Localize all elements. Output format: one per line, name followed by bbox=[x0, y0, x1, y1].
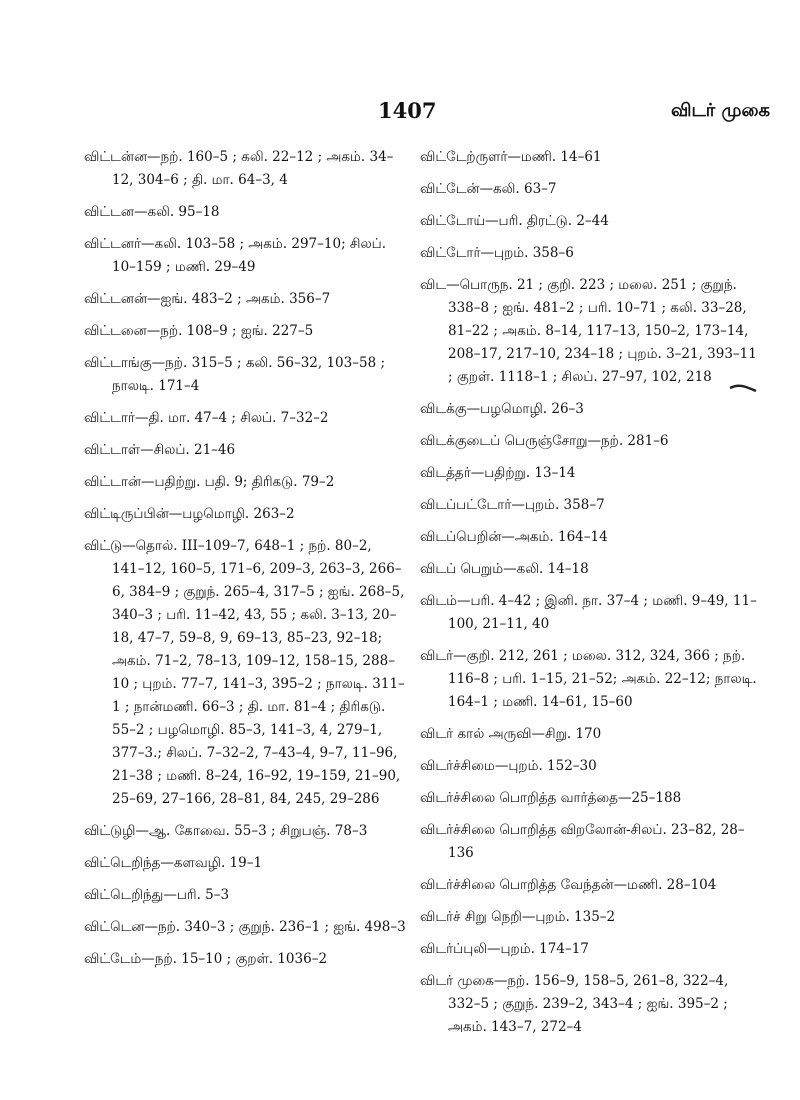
index-entry: விட்டன—கலி. 95–18 bbox=[84, 204, 220, 220]
index-entry: விடப்பெறின்—அகம். 164–14 bbox=[420, 529, 608, 545]
index-entry: விட்டோர்—புறம். 358–6 bbox=[420, 245, 574, 261]
running-head: விடர் முகை bbox=[670, 100, 770, 121]
index-entry: விட்டாங்கு—நற். 315–5 ; கலி. 56–32, 103–58 ; நாலடி. 171–4 bbox=[84, 355, 386, 394]
left-column bbox=[84, 146, 406, 980]
index-entry: விட்டான்—பதிற்று. பதி. 9; திரிகடு. 79–2 bbox=[84, 474, 335, 490]
index-entry: விட்டன்ன—நற். 160–5 ; கலி. 22–12 ; அகம். 34–12, 304–6 ; தி. மா. 64–3, 4 bbox=[84, 149, 394, 188]
index-entry: விடர்ப்புலி—புறம். 174–17 bbox=[420, 941, 589, 957]
index-entry: விட்டோய்—பரி. திரட்டு. 2–44 bbox=[420, 213, 609, 229]
index-entry: விட்டுழி—ஆ. கோவை. 55–3 ; சிறுபஞ். 78–3 bbox=[84, 823, 368, 839]
page-number: 1407 bbox=[378, 98, 437, 123]
right-column bbox=[420, 146, 760, 1048]
index-entry: விடர்ச்சிலை பொறித்த வார்த்தை—25–188 bbox=[420, 790, 682, 806]
index-entry: விட்டனர்—கலி. 103–58 ; அகம். 297–10; சிலப். 10–159 ; மணி. 29–49 bbox=[84, 236, 387, 275]
index-entry: விட—பொருந. 21 ; குறி. 223 ; மலை. 251 ; குறுந். 338–8 ; ஐங். 481–2 ; பரி. 10–71 ; கலி. 33–28, 81–22 ; அகம். 8–14, 117–13, 150–2, 173–14, 208–17, 217–10, 234–18 ; புறம். 3–21, 393–11 ; குறள். 1118–1 ; சிலப். 27–97, 102, 218 bbox=[420, 277, 757, 385]
index-entry: விடர்ச்சிலை பொறித்த வேந்தன்—மணி. 28–104 bbox=[420, 877, 717, 893]
index-entry: விட்டு—தொல். III–109–7, 648–1 ; நற். 80–2, 141–12, 160–5, 171–6, 209–3, 263–3, 266–6, 384–9 ; குறுந். 265–4, 317–5 ; ஐங். 268–5, 340–3 ; பரி. 11–42, 43, 55 ; கலி. 3–13, 20–18, 47–7, 59–8, 9, 69–13, 85–23, 92–18; அகம். 71–2, 78–13, 109–12, 158–15, 288–10 ; புறம். 77–7, 141–3, 395–2 ; நாலடி. 311–1 ; நான்மணி. 66–3 ; தி. மா. 81–4 ; திரிகடு. 55–2 ; பழமொழி. 85–3, 141–3, 4, 279–1, 377–3.; சிலப். 7–32–2, 7–43–4, 9–7, 11–96, 21–38 ; மணி. 8–24, 16–92, 19–159, 21–90, 25–69, 27–166, 28–81, 84, 245, 29–286 bbox=[84, 538, 405, 807]
stray-pen-mark bbox=[728, 382, 758, 396]
index-entry: விடர் கால் அருவி—சிறு. 170 bbox=[420, 726, 602, 742]
index-entry: விடப்பட்டோர்—புறம். 358–7 bbox=[420, 497, 605, 513]
index-entry: விட்டார்—தி. மா. 47–4 ; சிலப். 7–32–2 bbox=[84, 410, 329, 426]
index-entry: விட்டெறிந்து—பரி. 5–3 bbox=[84, 887, 230, 903]
index-entry: விட்டனை—நற். 108–9 ; ஐங். 227–5 bbox=[84, 323, 314, 339]
index-entry: விடம்—பரி. 4–42 ; இனி. நா. 37–4 ; மணி. 9–49, 11–100, 21–11, 40 bbox=[420, 593, 757, 632]
index-entry: விட்டேன்—கலி. 63–7 bbox=[420, 181, 557, 197]
index-entry: விட்டென—நற். 340–3 ; குறுந். 236–1 ; ஐங். 498–3 bbox=[84, 919, 406, 935]
index-entry: விட்டாள்—சிலப். 21–46 bbox=[84, 442, 236, 458]
index-entry: விடத்தர்—பதிற்று. 13–14 bbox=[420, 465, 576, 481]
index-entry: விடர்ச் சிறு நெறி—புறம். 135–2 bbox=[420, 909, 616, 925]
index-entry: விட்டனன்—ஐங். 483–2 ; அகம். 356–7 bbox=[84, 291, 331, 307]
index-entry: விடர் முகை—நற். 156–9, 158–5, 261–8, 322–4, 332–5 ; குறுந். 239–2, 343–4 ; ஐங். 395–2 ; அகம். 143–7, 272–4 bbox=[420, 973, 729, 1035]
index-entry: விடர்ச்சிலை பொறித்த விறலோன்-சிலப். 23–82, 28–136 bbox=[420, 822, 745, 861]
index-entry: விட்டேற்ருளர்—மணி. 14–61 bbox=[420, 149, 602, 165]
index-entry: விட்டேம்—நற். 15–10 ; குறள். 1036–2 bbox=[84, 951, 328, 967]
index-entry: விடர்ச்சிமை—புறம். 152–30 bbox=[420, 758, 597, 774]
index-entry: விடக்கு—பழமொழி. 26–3 bbox=[420, 401, 584, 417]
index-entry: விடர்—குறி. 212, 261 ; மலை. 312, 324, 366 ; நற். 116–8 ; பரி. 1–15, 21–52; அகம். 22–12; நாலடி. 164–1 ; மணி. 14–61, 15–60 bbox=[420, 648, 757, 710]
index-entry: விட்டிருப்பின்—பழமொழி. 263–2 bbox=[84, 506, 295, 522]
index-entry: விடப் பெறும்—கலி. 14–18 bbox=[420, 561, 589, 577]
index-entry: விடக்குடைப் பெருஞ்சோறு—நற். 281–6 bbox=[420, 433, 669, 449]
index-entry: விட்டெறிந்த—களவழி. 19–1 bbox=[84, 855, 263, 871]
